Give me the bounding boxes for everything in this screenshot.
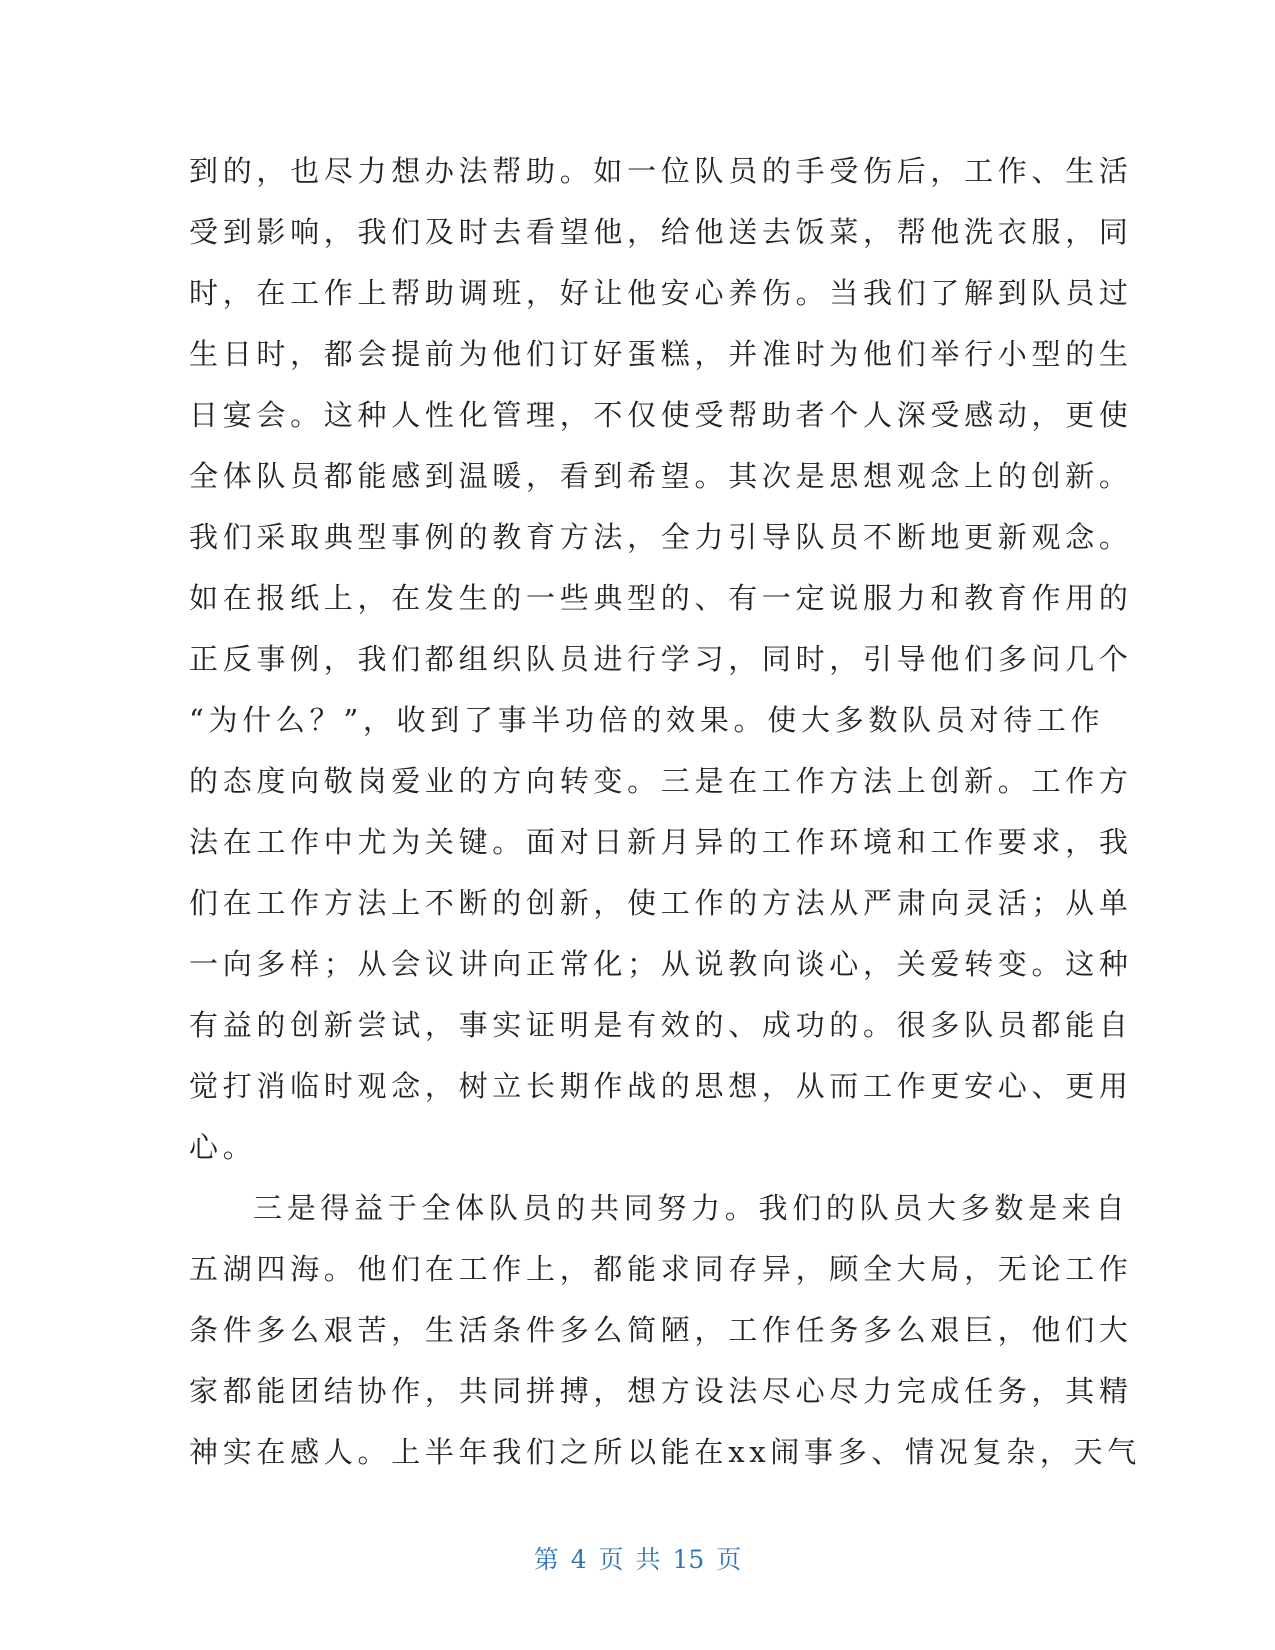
text-line-indented: 三是得益于全体队员的共同努力。我们的队员大多数是来自 [253, 1191, 1130, 1225]
page-footer [0, 1542, 1275, 1578]
footer-suffix: 页 [716, 1545, 742, 1574]
text-line: 我们采取典型事例的教育方法，全力引导队员不断地更新观念。 [189, 520, 1133, 554]
text-line: 家都能团结协作，共同拼搏，想方设法尽心尽力完成任务，其精 [189, 1374, 1133, 1408]
text-line: 们在工作方法上不断的创新，使工作的方法从严肃向灵活；从单 [189, 886, 1133, 920]
footer-page-number: 4 [570, 1545, 587, 1574]
text-line: 全体队员都能感到温暖，看到希望。其次是思想观念上的创新。 [189, 459, 1133, 493]
text-line: 的态度向敬岗爱业的方向转变。三是在工作方法上创新。工作方 [189, 764, 1133, 798]
text-line: 时，在工作上帮助调班，好让他安心养伤。当我们了解到队员过 [189, 276, 1133, 310]
text-line: 一向多样；从会议讲向正常化；从说教向谈心，关爱转变。这种 [189, 947, 1133, 981]
text-line: 神实在感人。上半年我们之所以能在xx闹事多、情况复杂，天气 [189, 1435, 1142, 1469]
footer-total-pages: 15 [672, 1545, 705, 1574]
text-line: “为什么？”，收到了事半功倍的效果。使大多数队员对待工作 [189, 703, 1105, 737]
text-line: 心。 [189, 1130, 257, 1164]
text-line: 有益的创新尝试，事实证明是有效的、成功的。很多队员都能自 [189, 1008, 1133, 1042]
text-line: 法在工作中尤为关键。面对日新月异的工作环境和工作要求，我 [189, 825, 1133, 859]
text-line: 正反事例，我们都组织队员进行学习，同时，引导他们多问几个 [189, 642, 1133, 676]
text-line: 觉打消临时观念，树立长期作战的思想，从而工作更安心、更用 [189, 1069, 1133, 1103]
footer-page-label: 页 [598, 1545, 624, 1574]
text-line: 生日时，都会提前为他们订好蛋糕，并准时为他们举行小型的生 [189, 337, 1133, 371]
text-line: 受到影响，我们及时去看望他，给他送去饭菜，帮他洗衣服，同 [189, 215, 1133, 249]
text-line: 日宴会。这种人性化管理，不仅使受帮助者个人深受感动，更使 [189, 398, 1133, 432]
text-line: 如在报纸上，在发生的一些典型的、有一定说服力和教育作用的 [189, 581, 1133, 615]
text-line: 五湖四海。他们在工作上，都能求同存异，顾全大局，无论工作 [189, 1252, 1133, 1286]
footer-prefix: 第 [533, 1545, 559, 1574]
text-line: 条件多么艰苦，生活条件多么简陋，工作任务多么艰巨，他们大 [189, 1313, 1133, 1347]
text-line: 到的，也尽力想办法帮助。如一位队员的手受伤后，工作、生活 [189, 154, 1133, 188]
footer-total-label: 共 [635, 1545, 661, 1574]
body-text [189, 141, 1142, 1483]
